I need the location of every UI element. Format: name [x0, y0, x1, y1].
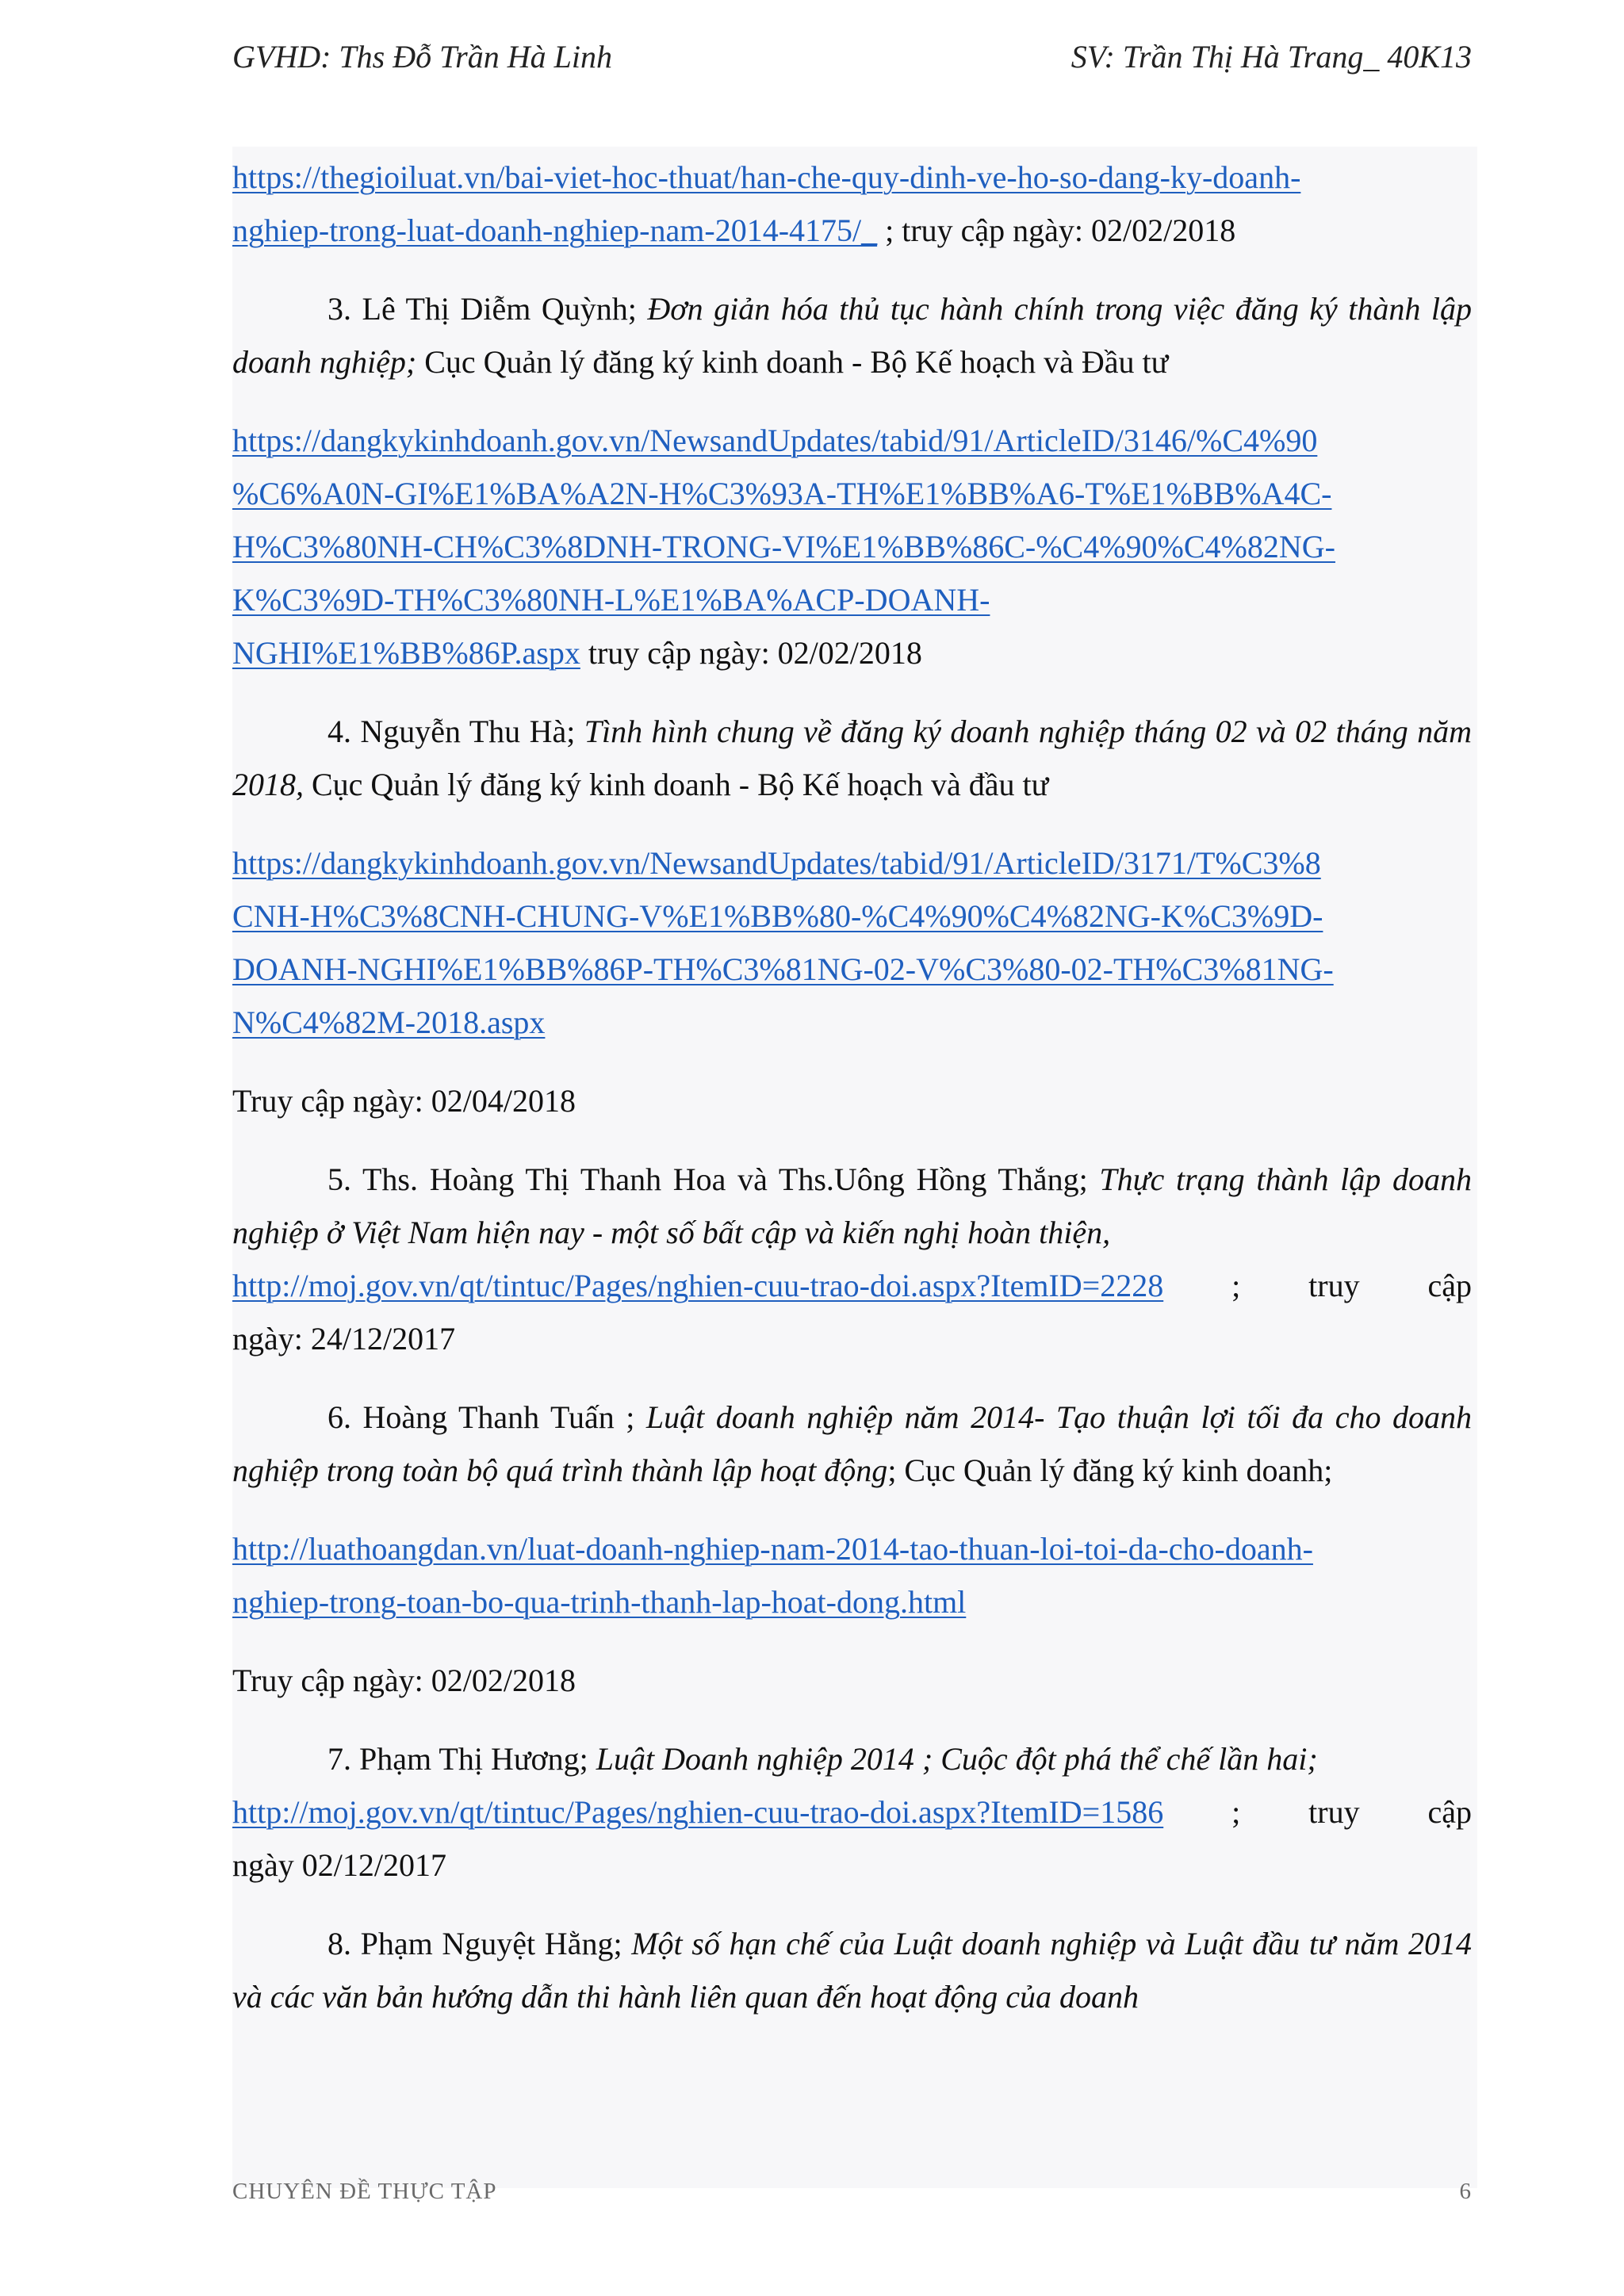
reference-3-title: Đơn giản hóa thủ tục hành chính trong việc đăng ký thành lập doanh nghiệp; [232, 291, 1472, 380]
reference-3-link-line-1[interactable]: https://dangkykinhdoanh.gov.vn/NewsandUpdates/tabid/91/ArticleID/3146/%C4%90 [232, 423, 1318, 458]
reference-8 [232, 1917, 1472, 2023]
page-number: 6 [1459, 2179, 1472, 2204]
reference-4-link-line-2[interactable]: CNH-H%C3%8CNH-CHUNG-V%E1%BB%80-%C4%90%C4%82NG-K%C3%9D- [232, 898, 1323, 934]
reference-4-link-line-4[interactable]: N%C4%82M-2018.aspx [232, 1004, 546, 1040]
reference-7-access-word-2: cập [1427, 1794, 1472, 1830]
reference-6 [232, 1391, 1472, 1497]
reference-5-access-word-2: cập [1427, 1268, 1472, 1303]
reference-3-link-line-3[interactable]: H%C3%80NH-CH%C3%8DNH-TRONG-VI%E1%BB%86C-%C4%90%C4%82NG- [232, 529, 1335, 564]
reference-5-access-word-1: truy [1308, 1268, 1360, 1303]
reference-3 [232, 282, 1472, 388]
reference-6-link-line-2[interactable]: nghiep-trong-toan-bo-qua-trinh-thanh-lap-hoat-dong.html [232, 1584, 967, 1620]
reference-4-url-block [232, 836, 1472, 1049]
reference-6-title: Luật doanh nghiệp năm 2014- Tạo thuận lợi tối đa cho doanh nghiệp trong toàn bộ quá trình thành lập hoạt động [232, 1399, 1472, 1488]
reference-8-author: 8. Phạm Nguyệt Hằng; [327, 1926, 632, 1961]
reference-4-access: Truy cập ngày: 02/04/2018 [232, 1083, 576, 1119]
reference-5-access-sep: ; [1231, 1268, 1241, 1303]
reference-4-author: 4. Nguyễn Thu Hà; [327, 714, 584, 749]
reference-6-author: 6. Hoàng Thanh Tuấn ; [327, 1399, 646, 1435]
reference-5-title: Thực trạng thành lập doanh nghiệp ở Việt Nam hiện nay - một số bất cập và kiến nghị hoàn thiện, [232, 1161, 1472, 1250]
reference-7 [232, 1732, 1472, 1892]
reference-3-access: truy cập ngày: 02/02/2018 [580, 635, 922, 671]
reference-7-author: 7. Phạm Thị Hương; [327, 1741, 596, 1777]
reference-7-access-date: ngày 02/12/2017 [232, 1847, 446, 1883]
reference-5-link[interactable]: http://moj.gov.vn/qt/tintuc/Pages/nghien-cuu-trao-doi.aspx?ItemID=2228 [232, 1268, 1164, 1303]
reference-8-title: Một số hạn chế của Luật doanh nghiệp và Luật đầu tư năm 2014 và các văn bản hướng dẫn thi hành liên quan đến hoạt động của doanh [232, 1926, 1472, 2015]
reference-6-access: Truy cập ngày: 02/02/2018 [232, 1663, 576, 1698]
reference-3-url-block [232, 414, 1472, 679]
reference-4-link-line-3[interactable]: DOANH-NGHI%E1%BB%86P-TH%C3%81NG-02-V%C3%80-02-TH%C3%81NG- [232, 951, 1334, 987]
reference-2-link-cont[interactable] [232, 212, 877, 248]
reference-7-access-word-1: truy [1308, 1794, 1360, 1830]
footer-label: CHUYÊN ĐỀ THỰC TẬP [232, 2179, 497, 2204]
reference-4-link-line-1[interactable]: https://dangkykinhdoanh.gov.vn/NewsandUpdates/tabid/91/ArticleID/3171/T%C3%8 [232, 845, 1321, 881]
reference-3-source: Cục Quản lý đăng ký kinh doanh - Bộ Kế hoạch và Đầu tư [416, 344, 1169, 380]
reference-3-author: 3. Lê Thị Diễm Quỳnh; [327, 291, 648, 327]
header-student: SV: Trần Thị Hà Trang_ 40K13 [1071, 39, 1472, 75]
page-footer [232, 2179, 1472, 2210]
reference-3-link-line-5[interactable]: NGHI%E1%BB%86P.aspx [232, 635, 580, 671]
page-header [232, 38, 1472, 78]
reference-4-title: Tình hình chung về đăng ký doanh nghiệp tháng 02 và 02 tháng năm 2018, [232, 714, 1472, 802]
reference-5-access-date: ngày: 24/12/2017 [232, 1321, 456, 1357]
header-advisor: GVHD: Ths Đỗ Trần Hà Linh [232, 39, 612, 75]
reference-6-source: ; Cục Quản lý đăng ký kinh doanh; [887, 1452, 1333, 1488]
reference-2-link[interactable] [232, 151, 1472, 204]
reference-2-access: ; truy cập ngày: 02/02/2018 [877, 212, 1236, 248]
references-list [232, 151, 1472, 2049]
reference-6-url-block [232, 1522, 1472, 1628]
reference-5-author: 5. Ths. Hoàng Thị Thanh Hoa và Ths.Uông Hồng Thắng; [327, 1161, 1100, 1197]
reference-6-link-line-1[interactable]: http://luathoangdan.vn/luat-doanh-nghiep-nam-2014-tao-thuan-loi-toi-da-cho-doanh- [232, 1531, 1313, 1567]
reference-7-access-sep: ; [1231, 1794, 1241, 1830]
reference-7-title: Luật Doanh nghiệp 2014 ; Cuộc đột phá thể chế lần hai; [596, 1741, 1318, 1777]
reference-3-link-line-4[interactable]: K%C3%9D-TH%C3%80NH-L%E1%BA%ACP-DOANH- [232, 582, 990, 618]
reference-4-source: Cục Quản lý đăng ký kinh doanh - Bộ Kế hoạch và đầu tư [304, 767, 1049, 802]
reference-2-url-line-1: https://thegioiluat.vn/bai-viet-hoc-thuat/han-che-quy-dinh-ve-ho-so-dang-ky-doanh- [232, 159, 1301, 195]
reference-7-link[interactable]: http://moj.gov.vn/qt/tintuc/Pages/nghien-cuu-trao-doi.aspx?ItemID=1586 [232, 1794, 1164, 1830]
reference-2 [232, 151, 1472, 257]
reference-5 [232, 1153, 1472, 1365]
reference-3-link-line-2[interactable]: %C6%A0N-GI%E1%BA%A2N-H%C3%93A-TH%E1%BB%A6-T%E1%BB%A4C- [232, 476, 1332, 511]
reference-2-url-line-2: nghiep-trong-luat-doanh-nghiep-nam-2014-4175/_ [232, 212, 878, 248]
reference-4 [232, 705, 1472, 811]
